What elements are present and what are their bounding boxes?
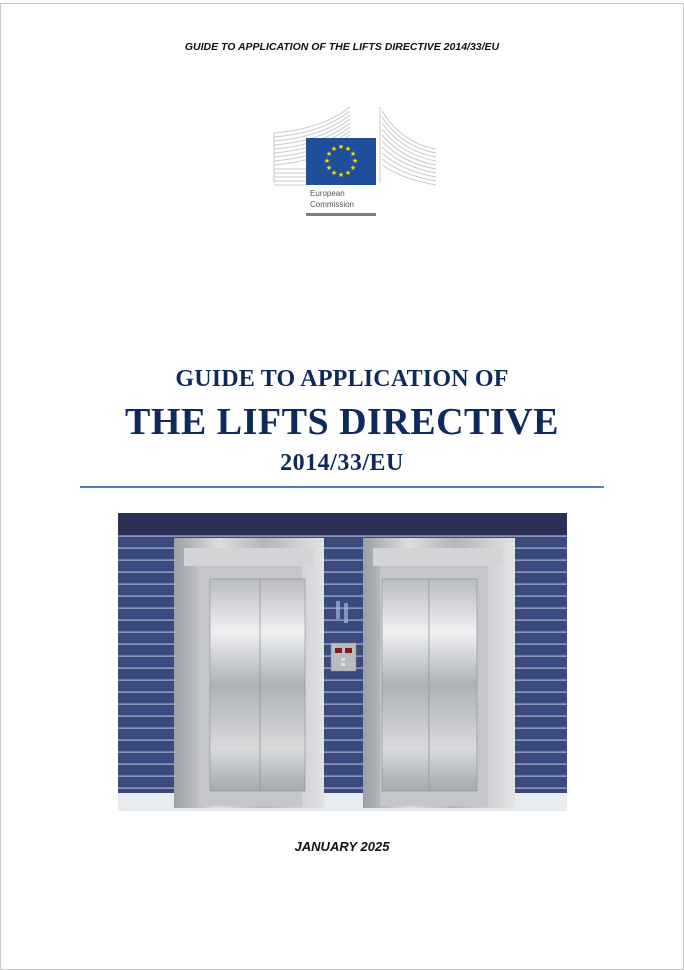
- running-header: GUIDE TO APPLICATION OF THE LIFTS DIRECTIVE 2014/33/EU: [184, 41, 500, 53]
- svg-text:★: ★: [351, 157, 359, 165]
- svg-text:★: ★: [330, 169, 338, 177]
- svg-text:★: ★: [337, 143, 345, 151]
- svg-text:★: ★: [323, 157, 331, 165]
- cover-image-lifts: [118, 513, 567, 811]
- svg-text:★: ★: [330, 145, 338, 153]
- svg-text:★: ★: [325, 150, 333, 158]
- svg-text:★: ★: [349, 150, 357, 158]
- logo-text-line2: Commission: [310, 200, 355, 209]
- svg-text:★: ★: [337, 171, 345, 179]
- svg-text:★: ★: [325, 164, 333, 172]
- svg-text:★: ★: [344, 145, 352, 153]
- svg-text:★: ★: [349, 164, 357, 172]
- title-line-1: GUIDE TO APPLICATION OF: [175, 366, 509, 392]
- logo-text-line1: European: [310, 189, 345, 198]
- title-line-3: 2014/33/EU: [280, 450, 404, 476]
- publication-date: JANUARY 2025: [294, 839, 390, 854]
- title-divider: [80, 486, 604, 488]
- svg-text:★: ★: [344, 169, 352, 177]
- european-commission-logo: [272, 103, 438, 219]
- european-commission-logo-icon: [272, 103, 438, 219]
- title-line-2: THE LIFTS DIRECTIVE: [125, 401, 559, 443]
- lift-doors-illustration: [118, 513, 567, 811]
